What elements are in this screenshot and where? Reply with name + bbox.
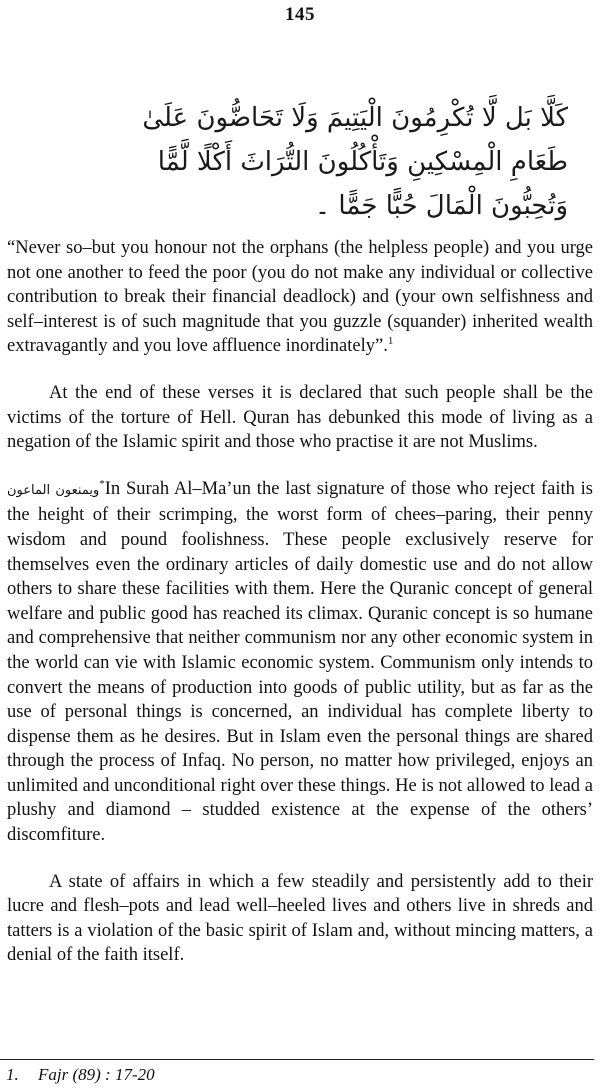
footnote-text: Fajr (89) : 17-20: [38, 1065, 155, 1084]
arabic-reference: ويمنعون الماعون: [7, 482, 100, 498]
paragraph-hell: At the end of these verses it is declared that such people shall be the victims of the torture of Hell. Quran has debunked this mode of living as a negation of the Islamic spirit and those who practise it are not Muslims.: [7, 382, 593, 453]
paragraph-surah-al-maun: [7, 477, 593, 848]
arabic-verse: [40, 96, 568, 228]
arabic-verse-line-3: وَتُحِبُّونَ الْمَالَ حُبًّا جَمًّا ۔: [314, 191, 568, 221]
footnote-marker: 1: [387, 335, 394, 348]
asterisk-marker: *: [99, 477, 105, 490]
translation-text: “Never so–but you honour not the orphans (the helpless people) and you urge not one another to feed the poor (you do not make any individual or collective contribution to break their financial deadlock) and (your own selfishness and self–interest is of such magnitude that you guzzle (squander) inherited wealth extravagantly and you love affluence inordinately”.: [7, 238, 593, 357]
footnote-divider: [0, 1059, 594, 1060]
paragraph-surah-al-maun-text: In Surah Al–Ma’un the last signature of those who reject faith is the height of their scrimping, the worst form of chees–paring, their penny wisdom and pound foolishness. These people exclusively reserve for themselves even the ordinary articles of daily domestic use and do not allow others to share these facilities with them. Here the Quranic concept of general welfare and public good has reached its climax. Quranic concept is so humane and comprehensive that neither communism nor any other economic system in the world can vie with Islamic economic system. Communism only intends to convert the means of production into goods of public utility, but as far as the use of personal things is concerned, an individual has complete liberty to dispense them as he desires. But in Islam even the personal things are shared through the process of Infaq. No person, no matter how privileged, enjoys an unlimited and unconditional right over these things. He is not allowed to lead a plushy and diamond – studded existence at the expense of the others’ discomfiture.: [7, 478, 593, 846]
arabic-verse-line-2: طَعَامِ الْمِسْكِينِ وَتَأْكُلُونَ التُّرَاثَ أَكْلًا لَّمًّا: [157, 147, 568, 177]
translation-paragraph: [7, 236, 593, 359]
page-number: 145: [285, 4, 315, 25]
arabic-verse-line-1: كَلَّا بَل لَّا تُكْرِمُونَ الْيَتِيمَ وَلَا تَحَاضُّونَ عَلَىٰ: [142, 103, 568, 133]
body-text: [7, 236, 593, 968]
footnote: [6, 1065, 155, 1085]
footnote-number: 1.: [6, 1065, 19, 1084]
paragraph-state-of-affairs: A state of affairs in which a few steadily and persistently add to their lucre and flesh–pots and lead well–heeled lives and others live in shreds and tatters is a violation of the basic spirit of Islam and, without mincing matters, a denial of the faith itself.: [7, 871, 593, 966]
